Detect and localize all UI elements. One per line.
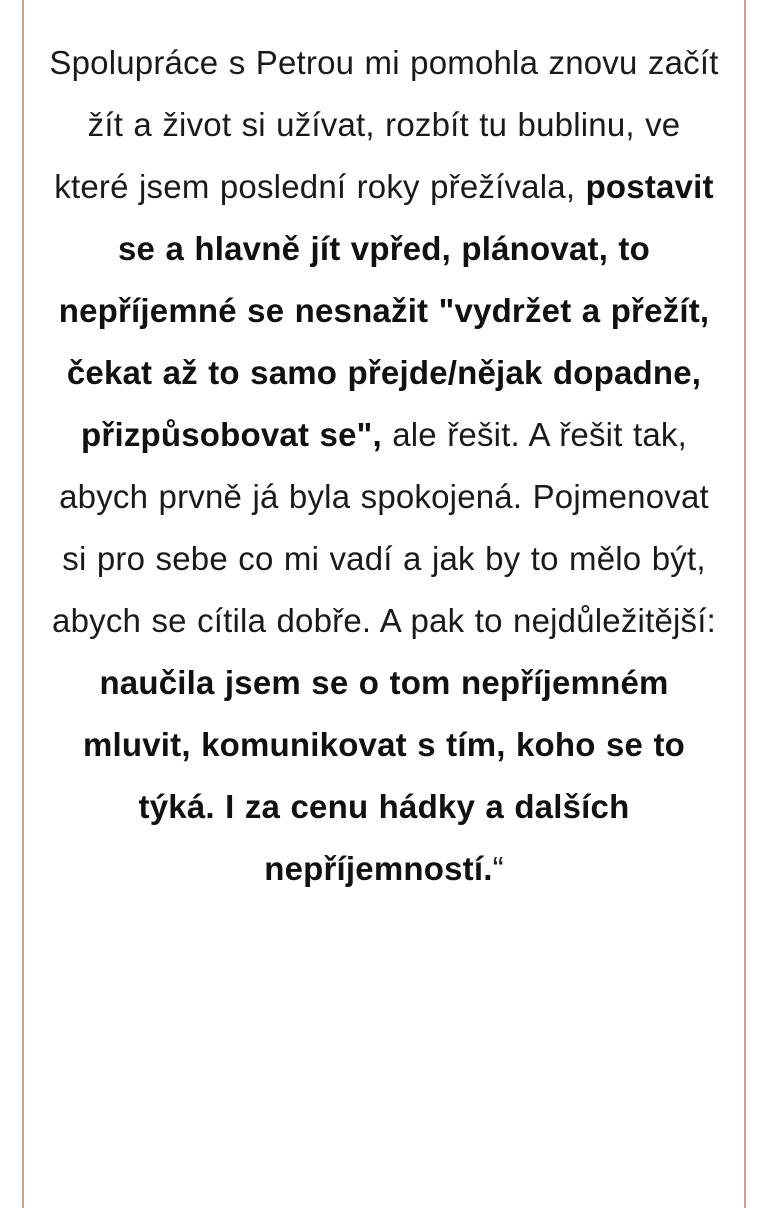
closing-quote-mark: “ [492,850,504,887]
quote-text-part-1: Spolupráce s Petrou mi pomohla znovu začít žít a život si užívat, rozbít tu bublinu, ve které jsem poslední roky přežívala, [49,44,719,205]
quote-bold-part-1: postavit se a hlavně jít vpřed, plánovat, to nepříjemné se nesnažit "vydržet a přežít, čekat až to samo přejde/nějak dopadne, přizpůsobovat se", [58,168,714,453]
quote-bold-part-2: naučila jsem se o tom nepříjemném mluvit, komunikovat s tím, koho se to týká. I za cenu hádky a dalších nepříjemností. [82,664,685,887]
quote-text-part-2: ale řešit. A řešit tak, abych prvně já byla spokojená. Pojmenovat si pro sebe co mi vadí a jak by to mělo být, abych se cítila dobře. A pak to nejdůležitější: [52,416,716,639]
testimonial-quote [46,32,722,900]
